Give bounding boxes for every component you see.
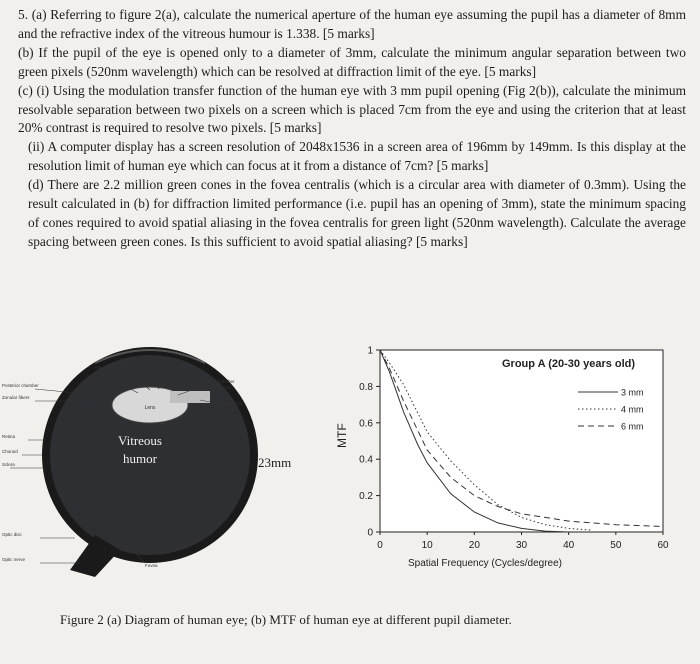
x-tick-label: 30	[515, 540, 528, 551]
x-tick-label: 60	[657, 540, 669, 551]
y-tick-label: 1	[367, 345, 373, 357]
question-part-b: (b) If the pupil of the eye is opened only to a diameter of 3mm, calculate the minimum angular separation between two green pixels (520nm wavelength) which can be resolved at diffraction limit of the eye. [5 marks]	[18, 44, 686, 79]
legend-label: 3 mm	[621, 387, 644, 398]
label-optic-disc: Optic disc	[2, 532, 22, 537]
question-part-c-ii: (ii) A computer display has a screen resolution of 2048x1536 in a screen area of 196mm by 149mm. Is this display at the resolution limit of human eye which can focus at it from a distance of 7cm? [5 marks]	[28, 139, 686, 174]
y-axis-ticks	[359, 346, 380, 539]
y-tick-label: 0.6	[359, 418, 373, 430]
label-aqueous: filled with aqueous humor	[180, 385, 232, 390]
chart-title: Group A (20-30 years old)	[502, 358, 636, 370]
label-pupil: Pupil	[120, 357, 131, 362]
y-tick-label: 0.8	[359, 381, 373, 393]
legend-label: 6 mm	[621, 421, 644, 432]
label-retina: Retina	[2, 434, 16, 439]
label-choroid: Choroid	[2, 449, 18, 454]
ciliary-body	[170, 391, 210, 403]
x-axis-label: Spatial Frequency (Cycles/degree)	[408, 558, 562, 569]
y-tick-label: 0.4	[359, 454, 373, 466]
question-text	[18, 6, 686, 252]
dimension-label: 23mm	[258, 455, 292, 470]
y-tick-label: 0.2	[359, 491, 373, 503]
x-tick-label: 20	[468, 540, 480, 551]
label-optic-nerve: Optic nerve	[2, 557, 26, 562]
x-tick-label: 40	[563, 540, 575, 551]
figure-caption: Figure 2 (a) Diagram of human eye; (b) MTF of human eye at different pupil diameter.	[60, 612, 512, 627]
x-tick-label: 10	[421, 540, 433, 551]
mtf-chart	[330, 340, 670, 580]
label-ciliary: Ciliary muscle	[215, 401, 244, 406]
question-part-c-i: (c) (i) Using the modulation transfer function of the human eye with 3 mm pupil opening (Fig 2(b)), calculate the minimum resolvable separation between two pixels on a screen which is placed 7cm from the eye and using the criterion that at least 20% contrast is required to resolve two pixels. [5 marks]	[18, 82, 686, 136]
label-fovea: Fovea	[145, 563, 158, 568]
label-cornea: Cornea	[175, 367, 190, 372]
y-axis-label: MTF	[335, 423, 349, 448]
question-part-d: (d) There are 2.2 million green cones in the fovea centralis (which is a circular area with diameter of 0.3mm). Using the result calculated in (b) for diffraction limited performance (i.e. pupil has an opening of 3mm), state the minimum spacing of cones required to avoid spatial aliasing in the fovea centralis for green light (520nm wavelength). Calculate the average spacing between green cones. Is this sufficient to avoid spatial aliasing? [5 marks]	[28, 177, 686, 249]
legend-label: 4 mm	[621, 404, 644, 415]
x-tick-label: 50	[610, 540, 622, 551]
eye-diagram	[0, 345, 330, 585]
x-tick-label: 0	[377, 540, 383, 551]
x-axis-ticks	[377, 532, 669, 551]
vitreous-label-line1: Vitreous	[118, 433, 162, 448]
label-iris: Iris	[95, 365, 101, 370]
label-zonular: Zonular fibers	[2, 395, 30, 400]
question-part-a: 5. (a) Referring to figure 2(a), calculate the numerical aperture of the human eye assuming the pupil has a diameter of 8mm and the refractive index of the vitreous humour is 1.338. [5 marks]	[18, 7, 686, 41]
label-sclera: Sclera	[2, 462, 15, 467]
lens-label: Lens	[144, 405, 156, 411]
label-anterior-chamber: Anterior chamber	[200, 379, 235, 384]
vitreous-label-line2: humor	[123, 451, 157, 466]
label-posterior-chamber: Posterior chamber	[2, 383, 39, 388]
y-tick-label: 0	[367, 527, 373, 539]
